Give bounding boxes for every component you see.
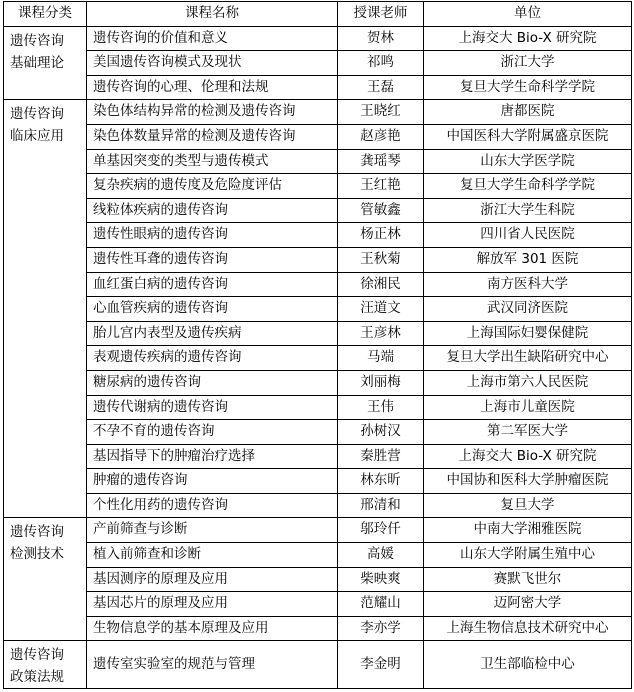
table-row [4,149,632,174]
unit-cell: 山东大学附属生殖中心 [424,543,632,568]
unit-cell: 南方医科大学 [424,272,632,297]
table-row [4,174,632,199]
course-cell: 基因芯片的原理及应用 [87,592,338,617]
table-row [4,370,632,395]
teacher-cell: 林东昕 [338,469,424,494]
table-row [4,51,632,76]
header-category: 课程分类 [4,2,87,27]
teacher-cell: 柴映爽 [338,567,424,592]
course-cell: 生物信息学的基本原理及应用 [87,616,338,641]
category-line2: 临床应用 [10,128,64,145]
unit-cell: 浙江大学生科院 [424,198,632,223]
unit-cell: 中南大学湘雅医院 [424,518,632,543]
course-cell: 表观遗传疾病的遗传咨询 [87,346,338,371]
course-cell: 产前筛查与诊断 [87,518,338,543]
course-cell: 遗传性眼病的遗传咨询 [87,223,338,248]
unit-cell: 武汉同济医院 [424,297,632,322]
course-cell: 植入前筛查和诊断 [87,543,338,568]
category-line1: 遗传咨询 [10,647,64,664]
table-row [4,493,632,518]
course-cell: 个性化用药的遗传咨询 [87,493,338,518]
table-row [4,543,632,568]
teacher-cell: 秦胜营 [338,444,424,469]
course-cell: 复杂疾病的遗传度及危险度评估 [87,174,338,199]
table-row [4,321,632,346]
teacher-cell: 王红艳 [338,174,424,199]
table-row [4,223,632,248]
teacher-cell: 王晓红 [338,100,424,125]
course-table [3,1,632,689]
course-cell: 胎儿宫内表型及遗传疾病 [87,321,338,346]
category-cell [4,26,87,100]
table-row [4,124,632,149]
course-cell: 遗传室实验室的规范与管理 [87,641,338,689]
teacher-cell: 马端 [338,346,424,371]
teacher-cell: 王彦林 [338,321,424,346]
teacher-cell: 管敏鑫 [338,198,424,223]
teacher-cell: 高媛 [338,543,424,568]
table-row [4,198,632,223]
unit-cell: 赛默飞世尔 [424,567,632,592]
unit-cell: 卫生部临检中心 [424,641,632,689]
table-row [4,297,632,322]
teacher-cell: 赵彦艳 [338,124,424,149]
teacher-cell: 祁鸣 [338,51,424,76]
course-cell: 不孕不育的遗传咨询 [87,420,338,445]
unit-cell: 第二军医大学 [424,420,632,445]
unit-cell: 复旦大学 [424,493,632,518]
unit-cell: 迈阿密大学 [424,592,632,617]
table-row [4,567,632,592]
category-line2: 检测技术 [10,546,64,563]
header-teacher: 授课老师 [338,2,424,27]
unit-cell: 上海市儿童医院 [424,395,632,420]
category-line1: 遗传咨询 [10,106,64,123]
teacher-cell: 李金明 [338,641,424,689]
course-cell: 遗传咨询的价值和意义 [87,26,338,51]
course-cell: 遗传咨询的心理、伦理和法规 [87,75,338,100]
table-row [4,641,632,689]
unit-cell: 复旦大学出生缺陷研究中心 [424,346,632,371]
teacher-cell: 汪道文 [338,297,424,322]
teacher-cell: 徐湘民 [338,272,424,297]
table-row [4,616,632,641]
category-line2: 政策法规 [10,669,64,686]
course-cell: 基因测序的原理及应用 [87,567,338,592]
unit-cell: 唐都医院 [424,100,632,125]
course-cell: 染色体结构异常的检测及遗传咨询 [87,100,338,125]
unit-cell: 中国医科大学附属盛京医院 [424,124,632,149]
category-cell [4,100,87,518]
unit-cell: 浙江大学 [424,51,632,76]
category-line1: 遗传咨询 [10,32,64,49]
table-row [4,444,632,469]
course-cell: 单基因突变的类型与遗传模式 [87,149,338,174]
category-cell [4,518,87,641]
table-row [4,395,632,420]
course-cell: 遗传性耳聋的遗传咨询 [87,247,338,272]
table-row [4,346,632,371]
table-row [4,272,632,297]
course-cell: 遗传代谢病的遗传咨询 [87,395,338,420]
unit-cell: 复旦大学生命科学学院 [424,75,632,100]
course-cell: 肿瘤的遗传咨询 [87,469,338,494]
teacher-cell: 王秋菊 [338,247,424,272]
category-line2: 基础理论 [10,54,64,71]
table-row [4,100,632,125]
teacher-cell: 贺林 [338,26,424,51]
unit-cell: 上海交大 Bio-X 研究院 [424,444,632,469]
table-row [4,469,632,494]
category-line1: 遗传咨询 [10,524,64,541]
teacher-cell: 邬玲仟 [338,518,424,543]
teacher-cell: 刘丽梅 [338,370,424,395]
table-row [4,26,632,51]
table-row [4,247,632,272]
teacher-cell: 孙树汉 [338,420,424,445]
teacher-cell: 范耀山 [338,592,424,617]
teacher-cell: 龚瑶琴 [338,149,424,174]
course-cell: 基因指导下的肿瘤治疗选择 [87,444,338,469]
teacher-cell: 邢清和 [338,493,424,518]
unit-cell: 解放军 301 医院 [424,247,632,272]
course-cell: 美国遗传咨询模式及现状 [87,51,338,76]
unit-cell: 山东大学医学院 [424,149,632,174]
header-course: 课程名称 [87,2,338,27]
course-cell: 血红蛋白病的遗传咨询 [87,272,338,297]
table-row [4,75,632,100]
teacher-cell: 王伟 [338,395,424,420]
table-body [4,26,632,689]
table-row [4,420,632,445]
unit-cell: 中国协和医科大学肿瘤医院 [424,469,632,494]
unit-cell: 上海市第六人民医院 [424,370,632,395]
category-cell [4,641,87,689]
header-row [4,2,632,27]
unit-cell: 四川省人民医院 [424,223,632,248]
course-cell: 线粒体疾病的遗传咨询 [87,198,338,223]
header-unit: 单位 [424,2,632,27]
table-row [4,592,632,617]
table-row [4,518,632,543]
unit-cell: 上海交大 Bio-X 研究院 [424,26,632,51]
course-cell: 心血管疾病的遗传咨询 [87,297,338,322]
teacher-cell: 王磊 [338,75,424,100]
unit-cell: 上海国际妇婴保健院 [424,321,632,346]
course-cell: 糖尿病的遗传咨询 [87,370,338,395]
teacher-cell: 杨正林 [338,223,424,248]
unit-cell: 上海生物信息技术研究中心 [424,616,632,641]
unit-cell: 复旦大学生命科学学院 [424,174,632,199]
course-cell: 染色体数量异常的检测及遗传咨询 [87,124,338,149]
teacher-cell: 李亦学 [338,616,424,641]
